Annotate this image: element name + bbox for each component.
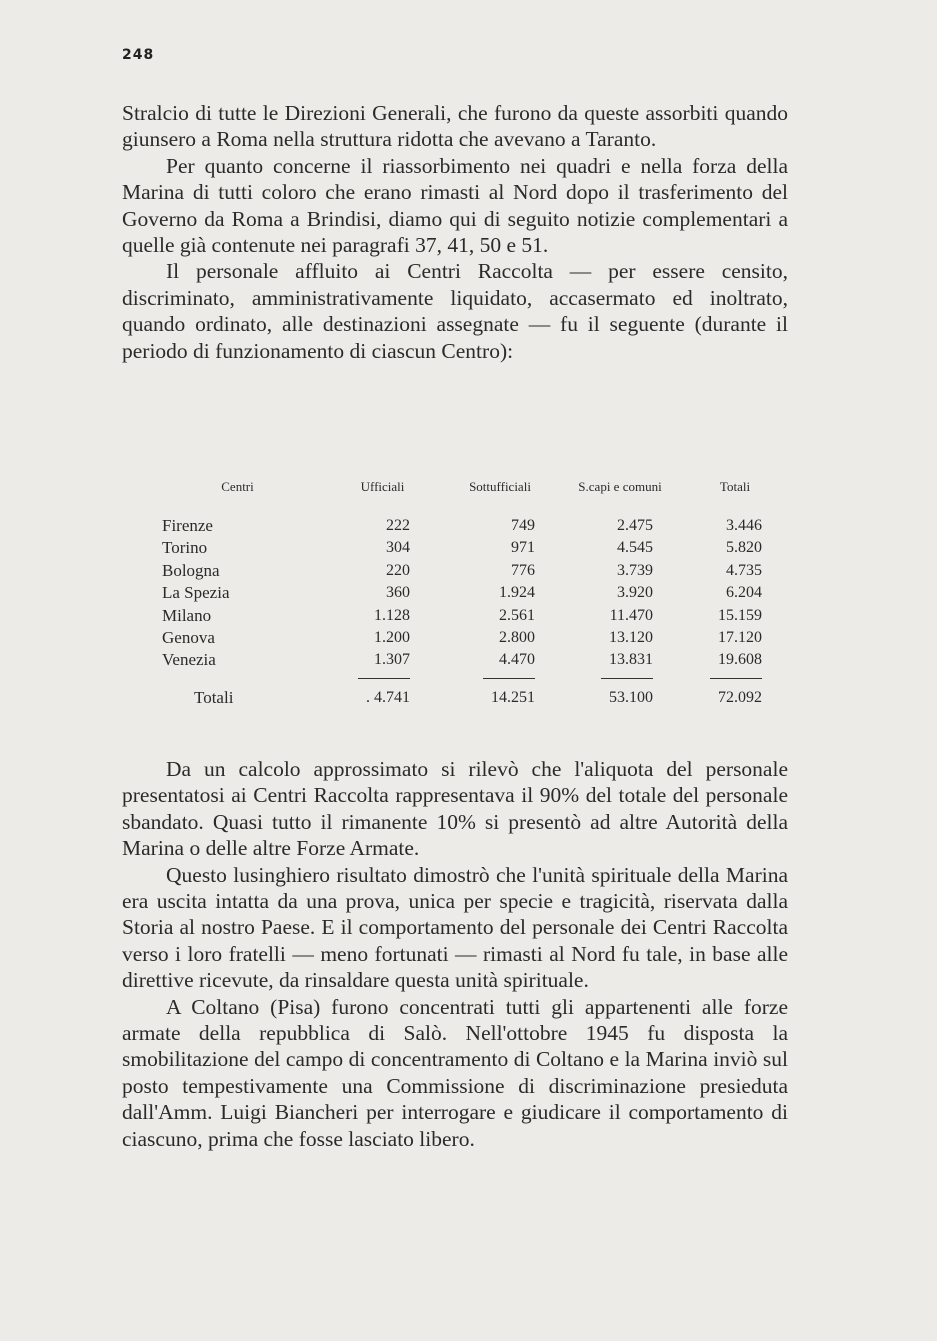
cell-ufficiali: 304 (386, 539, 410, 557)
paragraph: A Coltano (Pisa) furono concentrati tutti gli appartenenti alle forze armate della repubblica di Salò. Nell'ottobre 1945 fu disposta la smobilitazione del campo di concentramento di Coltano e la Marina inviò sul posto tempestivamente una Commissione di discriminazione presieduta dall'Amm. Luigi Biancheri per interrogare e giudicare il comportamento di ciascuno, prima che fosse lasciato libero. (122, 994, 788, 1151)
total-rule-row (150, 672, 790, 686)
cell-centro: Venezia (162, 650, 216, 670)
column-header-totali: Totali (719, 479, 751, 494)
table-row (150, 649, 790, 671)
cell-totali: 5.820 (726, 539, 762, 557)
paragraph: Il personale affluito ai Centri Raccolta — per essere censito, discriminato, amministrativamente liquidato, accasermato ed inoltrato, quando ordinato, alle destinazioni assegnate — fu il seguente (durante il periodo di funzionamento di ciascun Centro): (122, 259, 788, 363)
cell-scapi: 3.739 (617, 561, 653, 579)
cell-totali: 3.446 (726, 517, 762, 534)
cell-totali: 15.159 (718, 606, 762, 624)
cell-sottufficiali: 2.561 (499, 606, 535, 624)
cell-centro: Bologna (162, 560, 220, 580)
cell-sottufficiali: 749 (511, 517, 535, 534)
text-block-top (122, 100, 788, 364)
cell-centro: Genova (162, 628, 215, 648)
table-row (150, 537, 790, 559)
total-rule (358, 678, 410, 679)
cell-ufficiali: 220 (386, 561, 410, 579)
cell-scapi: 11.470 (609, 606, 653, 624)
cell-totali: 17.120 (718, 629, 762, 647)
cell-centro: Milano (162, 605, 212, 625)
cell-ufficiali: 1.128 (374, 606, 410, 624)
column-header-ufficiali: Ufficiali (360, 479, 405, 494)
total-ufficiali: . 4.741 (366, 688, 410, 706)
table-header-row (150, 478, 790, 515)
paragraph: Da un calcolo approssimato si rilevò che l'aliquota del personale presentatosi ai Centri Raccolta rappresentava il 90% del totale del personale sbandato. Quasi tutto il rimanente 10% si presentò ad altre Autorità della Marina o delle altre Forze Armate. (122, 757, 788, 861)
column-header-sottufficiali: Sottufficiali (469, 479, 531, 494)
total-rule (710, 678, 762, 679)
table-row (150, 605, 790, 627)
cell-totali: 19.608 (718, 651, 762, 669)
cell-totali: 6.204 (726, 584, 762, 602)
cell-sottufficiali: 2.800 (499, 629, 535, 647)
cell-ufficiali: 1.200 (374, 629, 410, 647)
cell-sottufficiali: 776 (511, 561, 535, 579)
page-number: 248 (122, 47, 155, 63)
total-sottufficiali: 14.251 (491, 688, 535, 706)
cell-centro: Firenze (162, 516, 213, 535)
total-totali: 72.092 (718, 688, 762, 706)
column-header-scapi: S.capi e comuni (578, 479, 662, 494)
total-rule (483, 678, 535, 679)
table-row (150, 515, 790, 537)
totals-row (150, 686, 790, 710)
cell-centro: Torino (162, 538, 208, 558)
cell-centro: La Spezia (162, 583, 230, 603)
cell-sottufficiali: 1.924 (499, 584, 535, 602)
text-block-bottom (122, 756, 788, 1152)
total-scapi: 53.100 (609, 688, 653, 706)
column-header-centri: Centri (221, 479, 254, 494)
cell-ufficiali: 222 (386, 517, 410, 534)
cell-ufficiali: 1.307 (374, 651, 410, 669)
personnel-table (150, 478, 790, 710)
cell-totali: 4.735 (726, 561, 762, 579)
cell-ufficiali: 360 (386, 584, 410, 602)
cell-sottufficiali: 4.470 (499, 651, 535, 669)
table-row (150, 582, 790, 604)
totals-label: Totali (194, 687, 234, 707)
table-row (150, 627, 790, 649)
paragraph: Questo lusinghiero risultato dimostrò che l'unità spirituale della Marina era uscita intatta da una prova, unica per specie e tragicità, riservata dalla Storia al nostro Paese. E il comportamento del personale dei Centri Raccolta verso i loro fratelli — meno fortunati — rimasti al Nord fu tale, in base alle direttive ricevute, da rinsaldare questa unità spirituale. (122, 862, 788, 993)
cell-scapi: 4.545 (617, 539, 653, 557)
cell-scapi: 2.475 (617, 517, 653, 534)
table-row (150, 560, 790, 582)
cell-sottufficiali: 971 (511, 539, 535, 557)
cell-scapi: 13.831 (609, 651, 653, 669)
cell-scapi: 3.920 (617, 584, 653, 602)
cell-scapi: 13.120 (609, 629, 653, 647)
paragraph: Stralcio di tutte le Direzioni Generali, che furono da queste assorbiti quando giunsero a Roma nella struttura ridotta che avevano a Taranto. (122, 101, 788, 152)
total-rule (601, 678, 653, 679)
paragraph: Per quanto concerne il riassorbimento nei quadri e nella forza della Marina di tutti coloro che erano rimasti al Nord dopo il trasferimento del Governo da Roma a Brindisi, diamo qui di seguito notizie complementari a quelle già contenute nei paragrafi 37, 41, 50 e 51. (122, 153, 788, 258)
